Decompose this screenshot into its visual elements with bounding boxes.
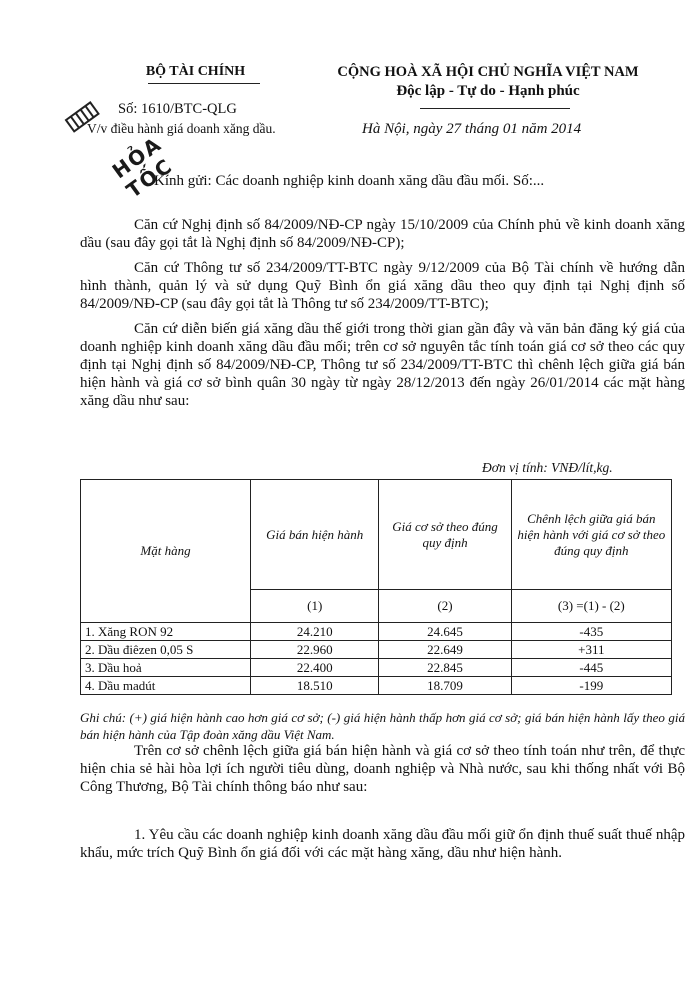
row-base: 22.845 xyxy=(379,659,511,677)
price-difference-table xyxy=(80,479,672,695)
national-motto: Độc lập - Tự do - Hạnh phúc xyxy=(396,83,580,99)
row-diff: +311 xyxy=(511,641,671,659)
paragraph-price-basis xyxy=(80,320,685,410)
row-current: 18.510 xyxy=(251,677,379,695)
motto-underline xyxy=(420,108,570,109)
document-subject: V/v điều hành giá doanh xăng dầu. xyxy=(87,121,276,136)
country-name: CỘNG HOÀ XÃ HỘI CHỦ NGHĨA VIỆT NAM xyxy=(337,64,639,80)
row-diff: -435 xyxy=(511,623,671,641)
row-current: 24.210 xyxy=(251,623,379,641)
salutation: Kính gửi: Các doanh nghiệp kinh doanh xăng dầu đầu mối. Số:... xyxy=(154,173,545,189)
paragraph-announcement xyxy=(80,742,685,796)
unit-label: Đơn vị tính: VNĐ/lít,kg. xyxy=(482,460,613,475)
row-diff: -445 xyxy=(511,659,671,677)
paragraph-text: 1. Yêu cầu các doanh nghiệp kinh doanh xăng dầu đầu mối giữ ổn định thuế suất thuế nhập khẩu, mức trích Quỹ Bình ổn giá đối với các mặt hàng xăng, dầu như hiện hành. xyxy=(80,827,685,861)
row-item: 1. Xăng RON 92 xyxy=(81,623,251,641)
row-current: 22.400 xyxy=(251,659,379,677)
row-item: 3. Dầu hoả xyxy=(81,659,251,677)
header-base-price: Giá cơ sở theo đúng quy định xyxy=(379,480,511,590)
header-current-price: Giá bán hiện hành xyxy=(251,480,379,590)
table-row xyxy=(81,677,672,695)
stamp-text: HỎA TỐC xyxy=(107,131,178,203)
paragraph-text: Căn cứ Nghị định số 84/2009/NĐ-CP ngày 15/10/2009 của Chính phủ về kinh doanh xăng dầu (sau đây gọi tắt là Nghị định số 84/2009/NĐ-CP); xyxy=(80,217,685,251)
row-base: 24.645 xyxy=(379,623,511,641)
row-diff: -199 xyxy=(511,677,671,695)
table-row xyxy=(81,659,672,677)
ministry-name: BỘ TÀI CHÍNH xyxy=(145,64,246,79)
header-num-2: (2) xyxy=(379,590,511,623)
table-note: Ghi chú: (+) giá hiện hành cao hơn giá cơ sở; (-) giá hiện hành thấp hơn giá cơ sở; giá bán hiện hành lấy theo giá bán hiện hành của Tập đoàn xăng dầu Việt Nam. xyxy=(80,710,685,742)
paragraph-item-1 xyxy=(80,826,685,862)
row-item: 4. Dầu madút xyxy=(81,677,251,695)
header-num-1: (1) xyxy=(251,590,379,623)
table-header-row xyxy=(81,480,672,590)
national-heading xyxy=(318,64,658,100)
date-line: Hà Nội, ngày 27 tháng 01 năm 2014 xyxy=(362,121,582,137)
row-base: 18.709 xyxy=(379,677,511,695)
row-base: 22.649 xyxy=(379,641,511,659)
paragraph-legal-basis-1 xyxy=(80,216,685,252)
header-difference: Chênh lệch giữa giá bán hiện hành với giá cơ sở theo đúng quy định xyxy=(511,480,671,590)
paragraph-text: Căn cứ Thông tư số 234/2009/TT-BTC ngày 9/12/2009 của Bộ Tài chính về hướng dẫn hình thành, quản lý và sử dụng Quỹ Bình ổn giá xăng dầu theo quy định tại Nghị định số 84/2009/NĐ-CP (sau đây gọi tắt là Thông tư số 234/2009/TT-BTC); xyxy=(80,260,685,312)
table-row xyxy=(81,641,672,659)
row-item: 2. Dầu điêzen 0,05 S xyxy=(81,641,251,659)
table-row xyxy=(81,623,672,641)
header-item: Mặt hàng xyxy=(81,480,251,623)
header-num-3: (3) =(1) - (2) xyxy=(511,590,671,623)
row-current: 22.960 xyxy=(251,641,379,659)
paragraph-text: Trên cơ sở chênh lệch giữa giá bán hiện hành và giá cơ sở theo tính toán như trên, để thực hiện chia sẻ hài hòa lợi ích người tiêu dùng, doanh nghiệp và Nhà nước, sau khi thống nhất với Bộ Công Thương, Bộ Tài chính thông báo như sau: xyxy=(80,743,685,795)
paragraph-text: Căn cứ diễn biến giá xăng dầu thế giới trong thời gian gần đây và văn bản đăng ký giá của doanh nghiệp kinh doanh xăng dầu đầu mối; trên cơ sở nguyên tắc tính toán giá cơ sở theo các quy định tại Nghị định số 84/2009/NĐ-CP, Thông tư số 234/2009/TT-BTC thì chênh lệch giữa giá bán hiện hành và giá cơ sở bình quân 30 ngày từ ngày 28/12/2013 đến ngày 26/01/2014 các mặt hàng xăng dầu như sau: xyxy=(80,321,685,409)
document-number: Số: 1610/BTC-QLG xyxy=(118,101,237,117)
paragraph-legal-basis-2 xyxy=(80,259,685,313)
